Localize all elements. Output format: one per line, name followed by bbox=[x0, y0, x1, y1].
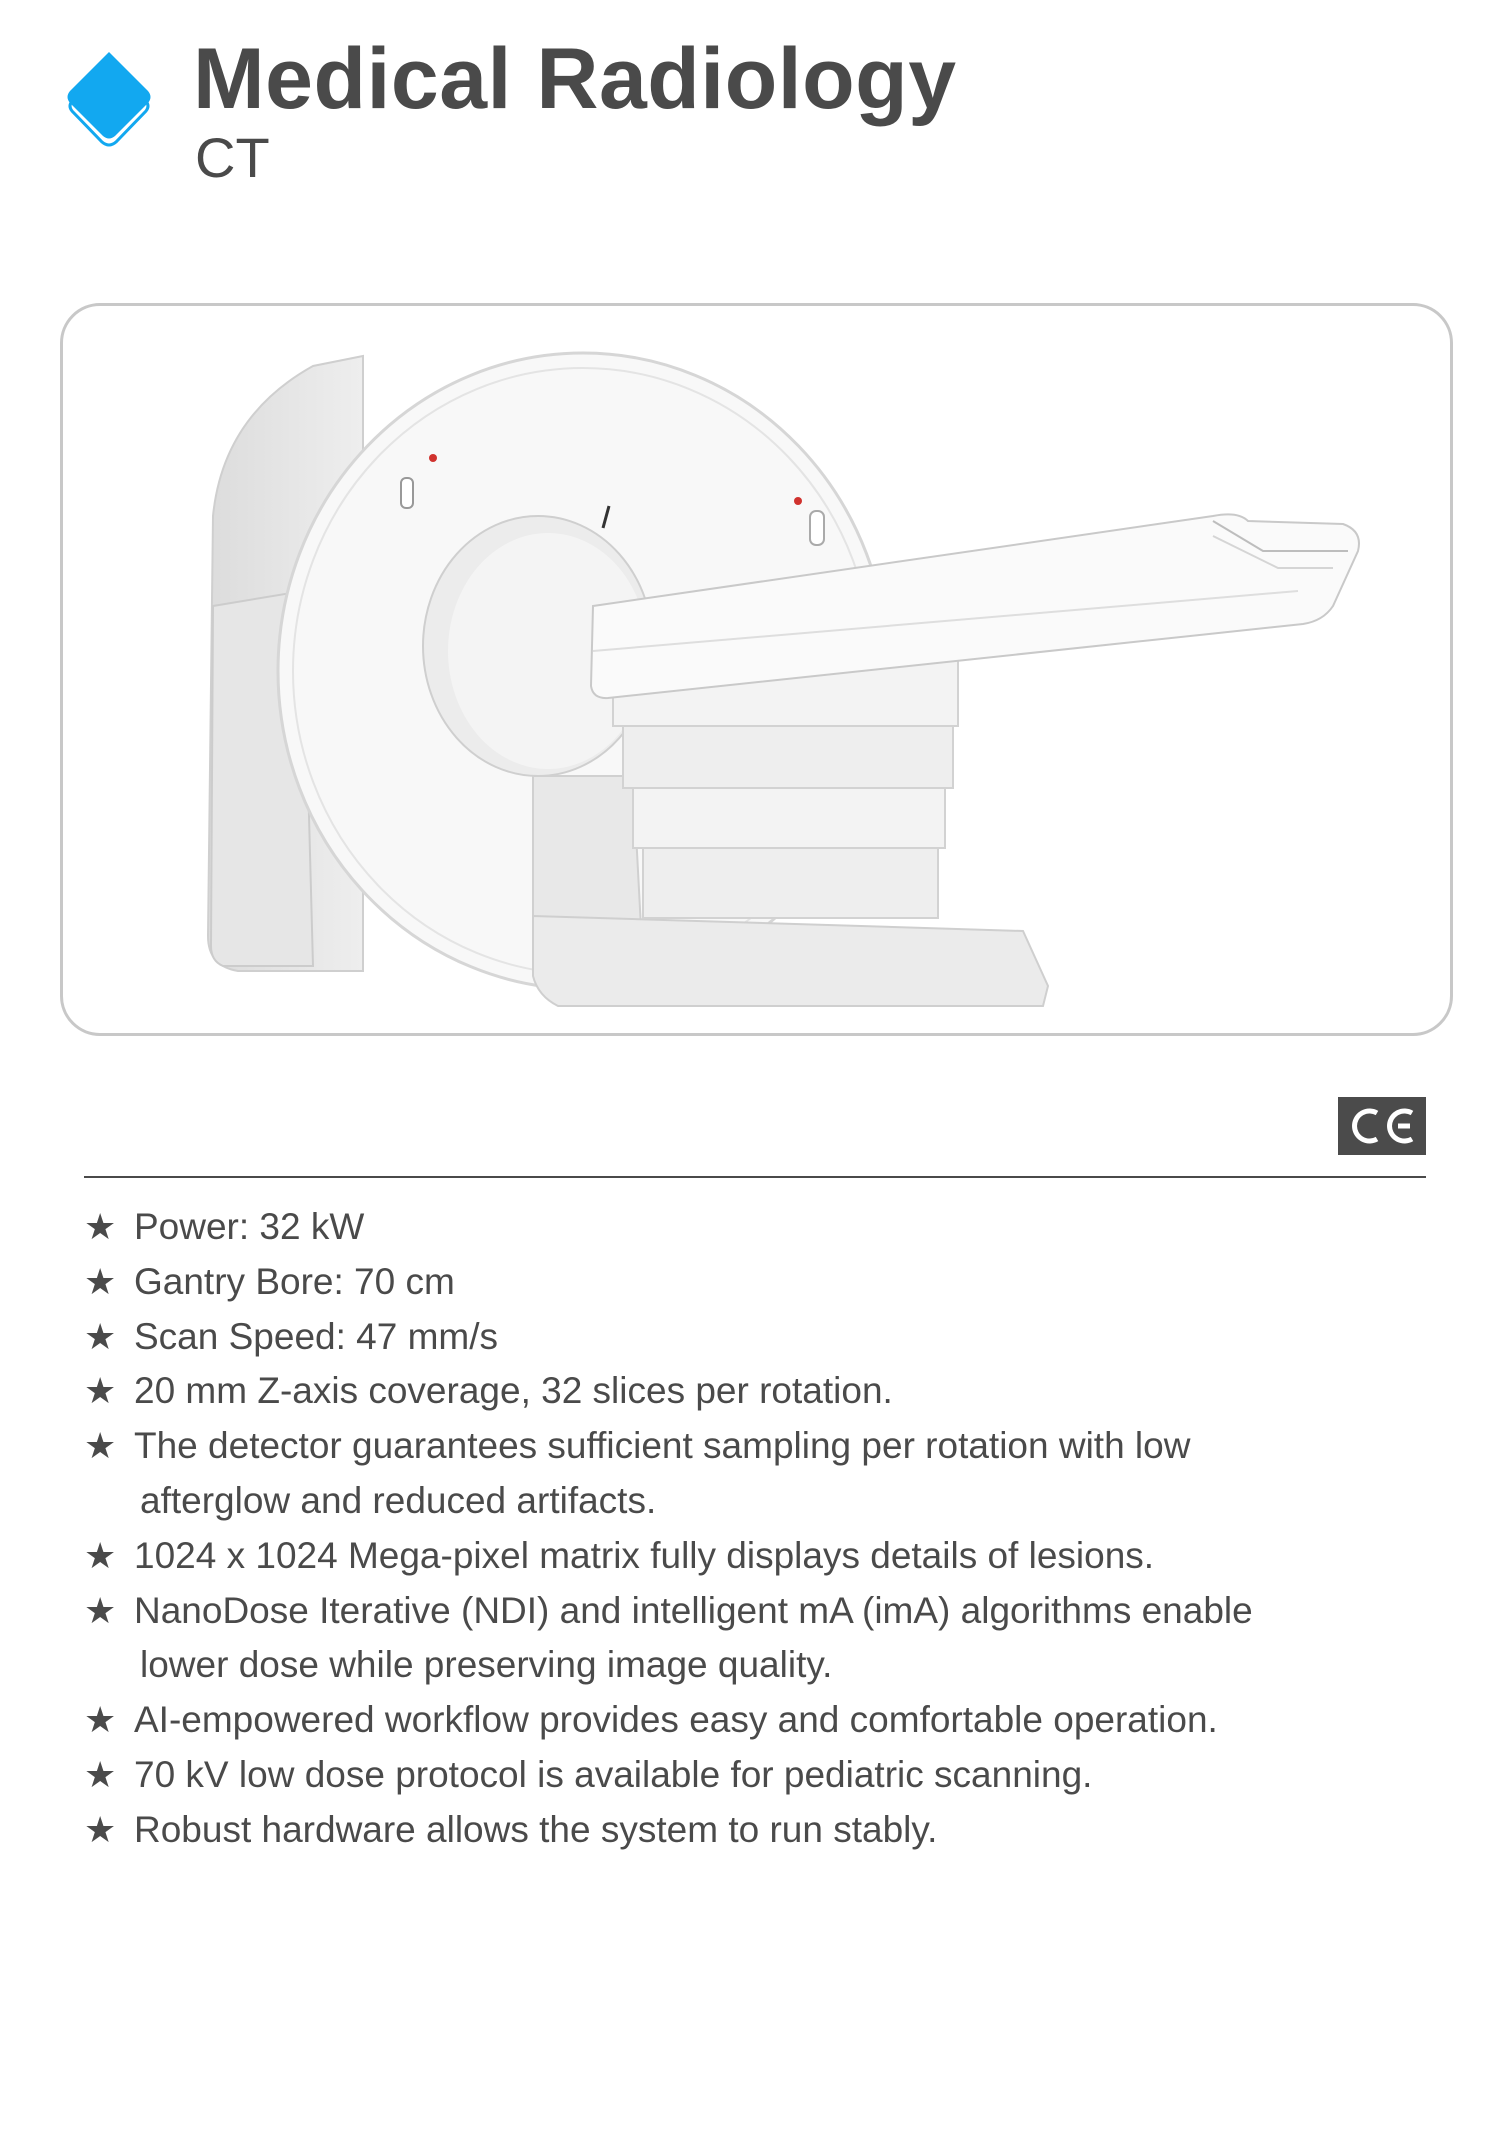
ct-scanner-image bbox=[63, 306, 1450, 1033]
star-icon: ★ bbox=[84, 1534, 117, 1576]
feature-item-continuation: lower dose while preserving image quality. bbox=[140, 1644, 833, 1686]
section-divider bbox=[84, 1176, 1426, 1178]
feature-item: ★ 20 mm Z-axis coverage, 32 slices per rotation. bbox=[84, 1364, 1444, 1419]
feature-item: ★ 1024 x 1024 Mega-pixel matrix fully displays details of lesions. bbox=[84, 1529, 1444, 1584]
feature-item: ★ Scan Speed: 47 mm/s bbox=[84, 1310, 1444, 1365]
product-photo-frame bbox=[60, 303, 1453, 1036]
star-icon: ★ bbox=[84, 1753, 117, 1795]
feature-item-continuation: afterglow and reduced artifacts. bbox=[140, 1479, 657, 1521]
feature-item: ★ Robust hardware allows the system to run stably. bbox=[84, 1803, 1444, 1858]
star-icon: ★ bbox=[84, 1808, 117, 1850]
feature-item: ★ Gantry Bore: 70 cm bbox=[84, 1255, 1444, 1310]
star-icon: ★ bbox=[84, 1370, 117, 1412]
ce-mark-icon bbox=[1338, 1097, 1426, 1155]
feature-item: ★ NanoDose Iterative (NDI) and intelligent mA (imA) algorithms enable bbox=[84, 1584, 1444, 1639]
star-icon: ★ bbox=[84, 1260, 117, 1302]
star-icon: ★ bbox=[84, 1699, 117, 1741]
feature-item: ★ The detector guarantees sufficient sampling per rotation with low bbox=[84, 1419, 1444, 1474]
page-title: Medical Radiology bbox=[193, 31, 957, 127]
star-icon: ★ bbox=[84, 1589, 117, 1631]
page-subtitle: CT bbox=[195, 126, 270, 189]
star-icon: ★ bbox=[84, 1206, 117, 1247]
star-icon: ★ bbox=[84, 1425, 117, 1467]
feature-list bbox=[84, 1200, 1444, 1858]
feature-item: ★ AI-empowered workflow provides easy and comfortable operation. bbox=[84, 1693, 1444, 1748]
star-icon: ★ bbox=[84, 1315, 117, 1357]
feature-item: ★ Power: 32 kW bbox=[84, 1200, 1444, 1255]
feature-item: ★ 70 kV low dose protocol is available for pediatric scanning. bbox=[84, 1748, 1444, 1803]
blue-diamond-icon bbox=[62, 50, 156, 154]
